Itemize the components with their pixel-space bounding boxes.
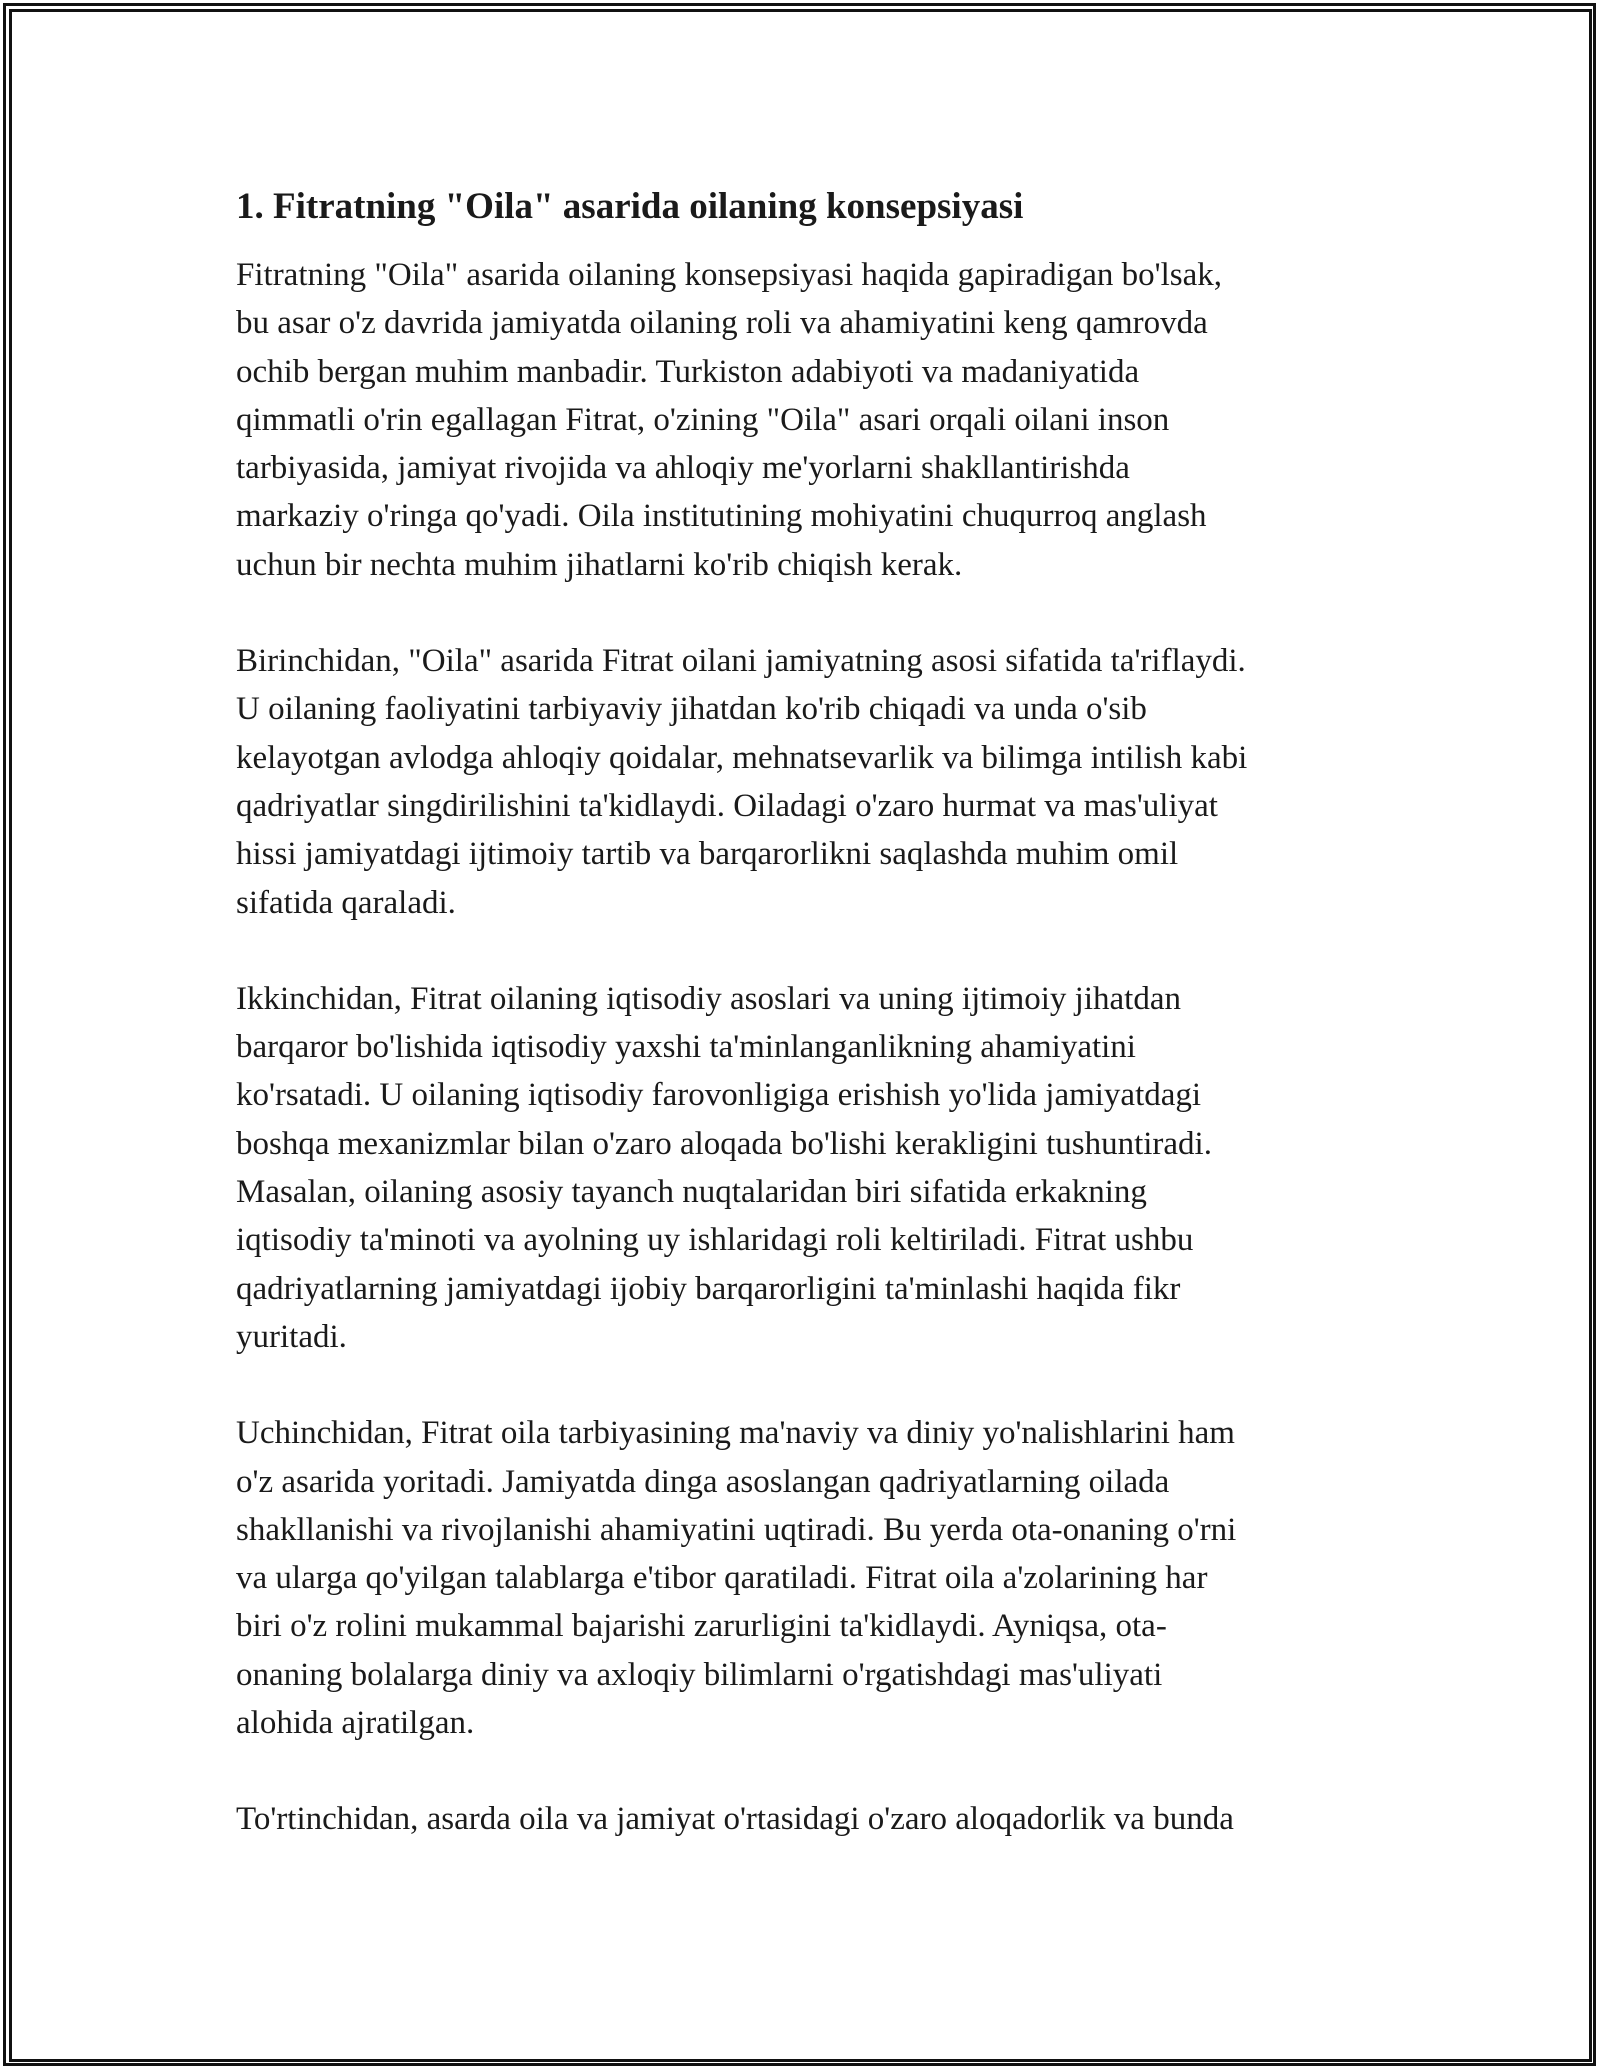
document-body [236,185,1386,1844]
paragraph-intro: Fitratning "Oila" asarida oilaning konsepsiyasi haqida gapiradigan bo'lsak, bu asar o'z davrida jamiyatda oilaning roli va ahamiyatini keng qamrovda ochib bergan muhim manbadir. Turkiston adabiyoti va madaniyatida qimmatli o'rin egallagan Fitrat, o'zining "Oila" asari orqali oilani inson tarbiyasida, jamiyat rivojida va ahloqiy me'yorlarni shakllantirishda markaziy o'ringa qo'yadi. Oila institutining mohiyatini chuqurroq anglash uchun bir nechta muhim jihatlarni ko'rib chiqish kerak. [236,257,1223,583]
paragraph-first-point: Birinchidan, "Oila" asarida Fitrat oilani jamiyatning asosi sifatida ta'riflaydi. U oilaning faoliyatini tarbiyaviy jihatdan ko'rib chiqadi va unda o'sib kelayotgan avlodga ahloqiy qoidalar, mehnatsevarlik va bilimga intilish kabi qadriyatlar singdirilishini ta'kidlaydi. Oiladagi o'zaro hurmat va mas'uliyat hissi jamiyatdagi ijtimoiy tartib va barqarorlikni saqlashda muhim omil sifatida qaraladi. [236,643,1248,921]
paragraph-third-point: Uchinchidan, Fitrat oila tarbiyasining ma'naviy va diniy yo'nalishlarini ham o'z asarida yoritadi. Jamiyatda dinga asoslangan qadriyatlarning oilada shakllanishi va rivojlanishi ahamiyatini uqtiradi. Bu yerda ota-onaning o'rni va ularga qo'yilgan talablarga e'tibor qaratiladi. Fitrat oila a'zolarining har biri o'z rolini mukammal bajarishi zarurligini ta'kidlaydi. Ayniqsa, ota- onaning bolalarga diniy va axloqiy bilimlarni o'rgatishdagi mas'uliyati alohida ajratilgan. [236,1415,1237,1742]
section-heading: 1. Fitratning "Oila" asarida oilaning konsepsiyasi [236,186,1024,227]
paragraph-fourth-point: To'rtinchidan, asarda oila va jamiyat o'rtasidagi o'zaro aloqadorlik va bunda [236,1801,1234,1838]
paragraph-second-point: Ikkinchidan, Fitrat oilaning iqtisodiy asoslari va uning ijtimoiy jihatdan barqaror bo'lishida iqtisodiy yaxshi ta'minlanganlikning ahamiyatini ko'rsatadi. U oilaning iqtisodiy farovonligiga erishish yo'lida jamiyatdagi boshqa mexanizmlar bilan o'zaro aloqada bo'lishi kerakligini tushuntiradi. Masalan, oilaning asosiy tayanch nuqtalaridan biri sifatida erkakning iqtisodiy ta'minoti va ayolning uy ishlaridagi roli keltiriladi. Fitrat ushbu qadriyatlarning jamiyatdagi ijobiy barqarorligini ta'minlashi haqida fikr yuritadi. [236,980,1212,1355]
